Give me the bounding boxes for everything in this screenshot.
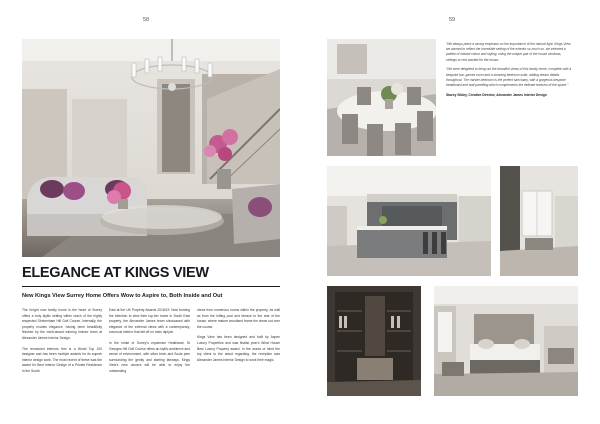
- living-room-photo: [22, 39, 280, 257]
- dressing-room-photo: [327, 286, 421, 396]
- body-paragraph: The renowned interiors firm is a World Top 100 designer and has been multiple awards for its superb interior design work. The most recent of these was the award for Best Interior Design of a Private Residence in the South: [22, 346, 102, 373]
- quote-paragraph: “We always place a strong emphasis on the importance of the natural light. Kings View, we wanted to reflect the incredible setting of the exterior so much so, we selected a palette of natural colour and styling, using the unique pair of the house windows, ceilings or rest wanted for the house.: [446, 42, 572, 62]
- body-column-2: [109, 308, 190, 380]
- right-page-number: 59: [449, 17, 456, 23]
- body-paragraph: Kings View has been designed and built by Aspen Luxury Properties and was finalist year's What House Best Luxury Property award. In the words of mind the top client to the about regarding, the reception was Alexander James Interior Design to work their magic.: [197, 335, 280, 362]
- kitchen-photo: [327, 166, 491, 276]
- title-divider: [22, 286, 280, 287]
- designer-quote: [446, 42, 572, 102]
- body-paragraph: The Knight new family home is the heart of Surrey offers a truly idyllic setting within reach of the highly respected Shrivenham Hill Golf Course. Internally, the property exudes elegance, having been beautifully finished by the multi-award winning interior team at Alexander James Interior Design.: [22, 308, 102, 340]
- quote-paragraph: “We were delighted to bring out the beautiful views of this family home, complete with a bespoke bar, games room and a stunning bedroom suite, adding dream details throughout. The master bedroom is the perfect sanctuary, with a gorgeous bespoke headboard and wall panelling which complements the delicate textures of the space.”: [446, 67, 572, 87]
- body-paragraph: In the midst of Surrey's expansive Heathland, St Georges Hill Golf Course offers an idyllic ambience and sense of environment, with silver birch and Scots pine surrounding the gently and starting fairways. Kings View's new owners will be able to enjoy the outstanding: [109, 340, 190, 373]
- article-subtitle: New Kings View Surrey Home Offers Wow to Aspire to, Both Inside and Out: [22, 293, 223, 299]
- quote-signature: Stacey Sibley, Creative Director, Alexander James Interior Design: [446, 92, 547, 97]
- article-title: ELEGANCE AT KINGS VIEW: [22, 265, 209, 281]
- hallway-photo: [500, 166, 578, 276]
- body-paragraph: East at the UK Property Awards 2018/19. Now forming the intention to view their top-tier home in South East property, the Alexander James team showcased with elegance of the external views with a contemporary, luxurious interior that fall off on main diptych.: [109, 308, 190, 335]
- body-column-3: [197, 308, 280, 368]
- body-column-1: [22, 308, 102, 380]
- left-page-number: 58: [143, 17, 150, 23]
- bedroom-photo: [434, 286, 578, 396]
- dining-room-photo: [327, 39, 436, 156]
- body-paragraph: views from numerous rooms within the property, as well as from the lofting pool and terrace to the rear of the house, where mature woodland frame the views out over the course.: [197, 308, 280, 329]
